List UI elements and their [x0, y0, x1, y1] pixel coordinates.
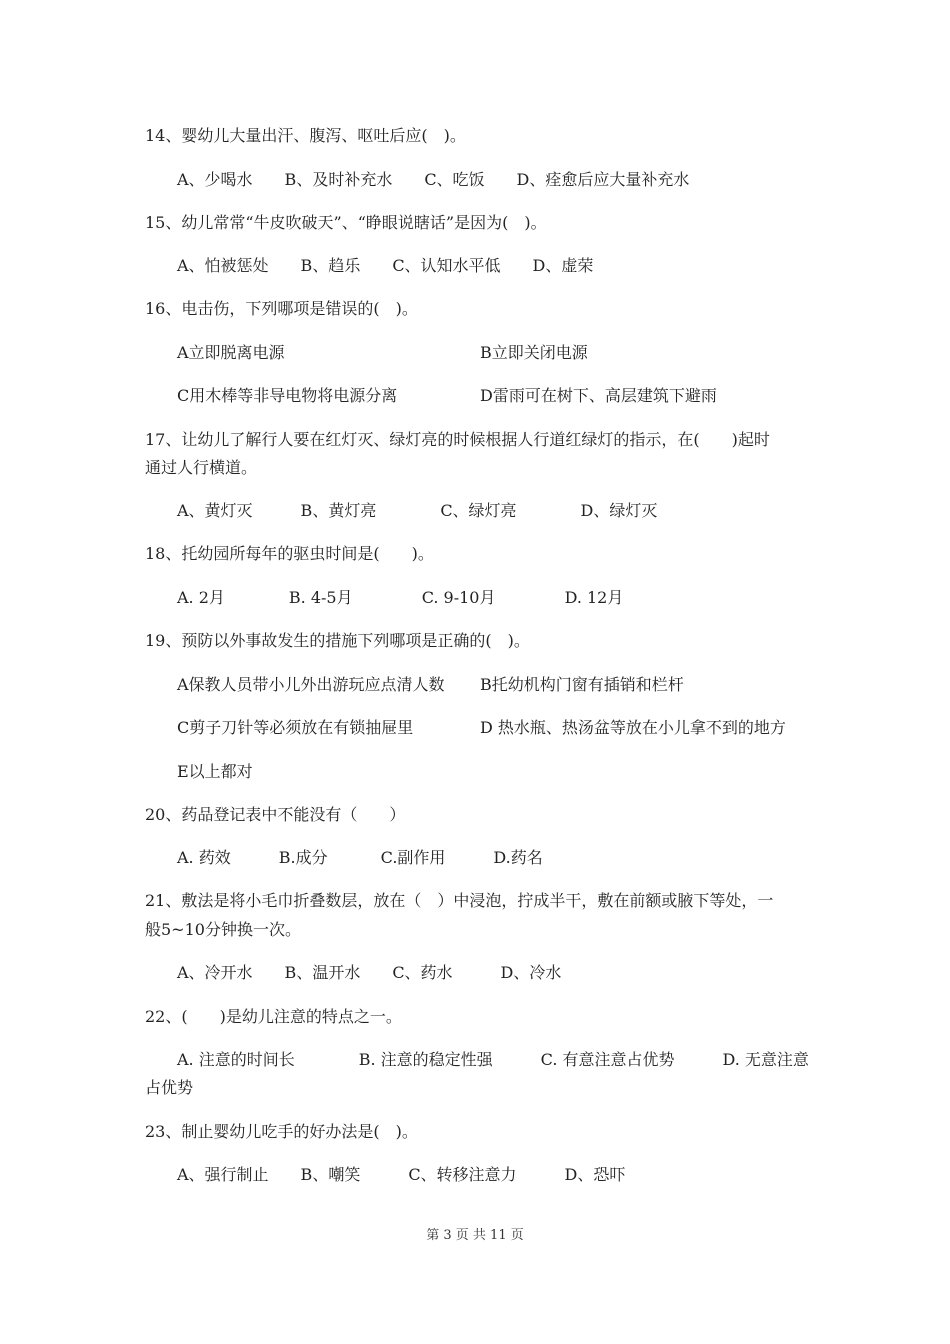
question-16-option-a: A立即脱离电源: [177, 343, 285, 362]
question-16-option-c: C用木棒等非导电物将电源分离: [177, 386, 398, 405]
question-23-options: A、强行制止 B、嘲笑 C、转移注意力 D、恐吓: [177, 1165, 626, 1184]
question-14-stem: 14、婴幼儿大量出汗、腹泻、呕吐后应( )。: [145, 126, 466, 145]
question-17-stem-line2: 通过人行横道。: [145, 458, 258, 477]
question-16-option-b: B立即关闭电源: [480, 343, 588, 362]
question-22-options-line1: A. 注意的时间长 B. 注意的稳定性强 C. 有意注意占优势 D. 无意注意: [177, 1050, 809, 1069]
question-19-stem: 19、预防以外事故发生的措施下列哪项是正确的( )。: [145, 631, 530, 650]
question-17-stem-line1: 17、让幼儿了解行人要在红灯灭、绿灯亮的时候根据人行道红绿灯的指示，在( )起时: [145, 430, 770, 449]
question-16-option-d: D雷雨可在树下、高层建筑下避雨: [480, 386, 717, 405]
question-18-options: A. 2月 B. 4-5月 C. 9-10月 D. 12月: [177, 588, 624, 607]
question-21-stem-line2: 般5~10分钟换一次。: [145, 920, 301, 939]
question-17-options: A、黄灯灭 B、黄灯亮 C、绿灯亮 D、绿灯灭: [177, 501, 658, 520]
question-19-option-d: D 热水瓶、热汤盆等放在小儿拿不到的地方: [480, 718, 786, 737]
question-20-stem: 20、药品登记表中不能没有（ ）: [145, 805, 406, 824]
question-21-options: A、冷开水 B、温开水 C、药水 D、冷水: [177, 963, 562, 982]
question-14-options: A、少喝水 B、及时补充水 C、吃饭 D、痊愈后应大量补充水: [177, 170, 690, 189]
question-21-stem-line1: 21、敷法是将小毛巾折叠数层，放在（ ）中浸泡，拧成半干，敷在前额或腋下等处，一: [145, 891, 774, 910]
question-20-options: A. 药效 B.成分 C.副作用 D.药名: [177, 848, 543, 867]
question-19-option-e: E以上都对: [177, 762, 253, 781]
question-19-option-c: C剪子刀针等必须放在有锁抽屉里: [177, 718, 414, 737]
question-19-option-a: A保教人员带小儿外出游玩应点清人数: [177, 675, 445, 694]
question-23-stem: 23、制止婴幼儿吃手的好办法是( )。: [145, 1122, 418, 1141]
question-16-stem: 16、电击伤，下列哪项是错误的( )。: [145, 299, 418, 318]
question-22-options-line2: 占优势: [145, 1078, 194, 1097]
question-15-options: A、怕被惩处 B、趋乐 C、认知水平低 D、虚荣: [177, 256, 594, 275]
page-footer: 第 3 页 共 11 页: [426, 1228, 524, 1243]
question-19-option-b: B托幼机构门窗有插销和栏杆: [480, 675, 684, 694]
question-18-stem: 18、托幼园所每年的驱虫时间是( )。: [145, 544, 434, 563]
question-15-stem: 15、幼儿常常“牛皮吹破天”、“睁眼说瞎话”是因为( )。: [145, 213, 547, 232]
question-22-stem: 22、( )是幼儿注意的特点之一。: [145, 1007, 402, 1026]
